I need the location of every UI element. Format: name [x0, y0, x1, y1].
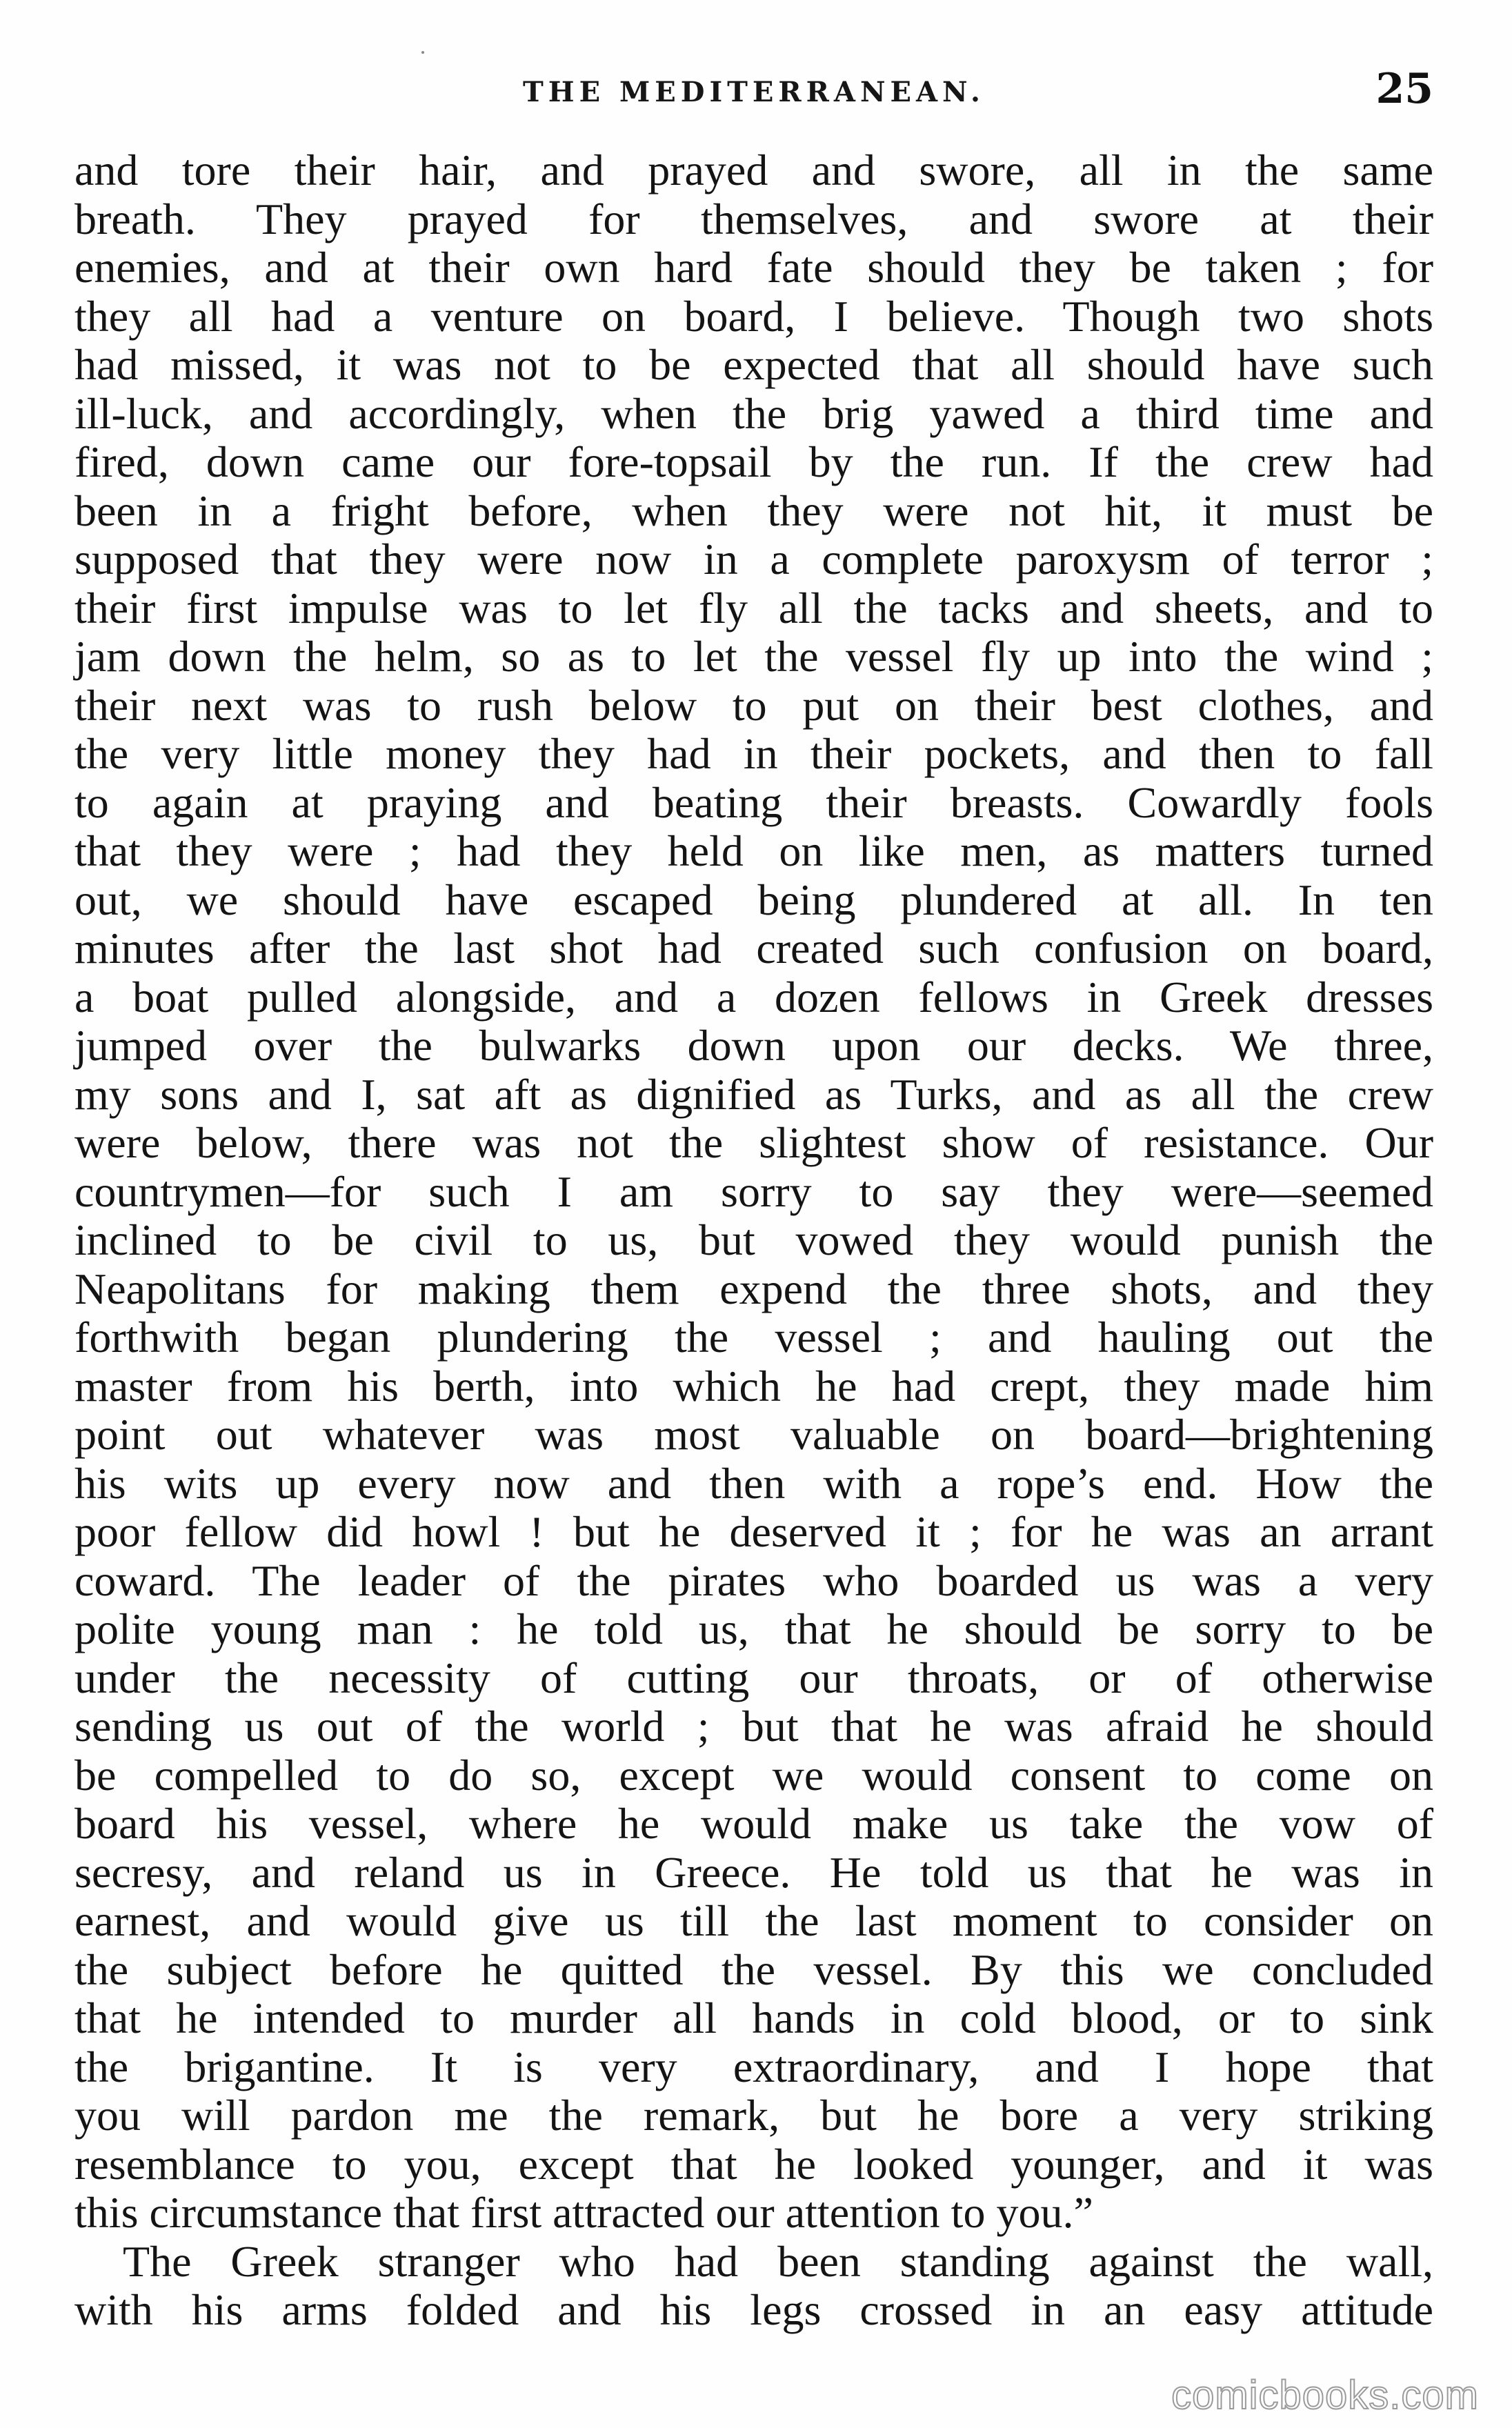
print-speck: [421, 51, 424, 54]
text-line: inclined to be civil to us, but vowed they would punish the: [74, 1215, 1433, 1264]
text-line: resemblance to you, except that he looked younger, and it was: [74, 2139, 1433, 2189]
text-line: had missed, it was not to be expected that all should have such: [74, 340, 1433, 389]
text-line: earnest, and would give us till the last moment to consider on: [74, 1896, 1433, 1945]
text-line: enemies, and at their own hard fate should they be taken ; for: [74, 243, 1433, 292]
text-line: the very little money they had in their pockets, and then to fall: [74, 729, 1433, 778]
paragraph-start-line: The Greek stranger who had been standing against the wall,: [123, 2236, 1433, 2286]
text-line: sending us out of the world ; but that he was afraid he should: [74, 1702, 1433, 1751]
text-line: their first impulse was to let fly all the tacks and sheets, and to: [74, 583, 1433, 633]
text-line: coward. The leader of the pirates who boarded us was a very: [74, 1555, 1433, 1605]
text-line: jam down the helm, so as to let the vessel fly up into the wind ;: [74, 632, 1433, 681]
text-line: countrymen—for such I am sorry to say they were—seemed: [74, 1166, 1433, 1216]
text-line: been in a fright before, when they were not hit, it must be: [74, 486, 1433, 535]
text-line: polite young man : he told us, that he should be sorry to be: [74, 1604, 1433, 1653]
text-line: out, we should have escaped being plundered at all. In ten: [74, 875, 1433, 924]
page-header: [74, 61, 1433, 123]
text-line: their next was to rush below to put on their best clothes, and: [74, 680, 1433, 730]
text-line: point out whatever was most valuable on board—brightening: [74, 1410, 1433, 1459]
text-line: his wits up every now and then with a rope’s end. How the: [74, 1458, 1433, 1508]
text-line: with his arms folded and his legs crossed in an easy attitude: [74, 2285, 1433, 2334]
text-line: board his vessel, where he would make us take the vow of: [74, 1799, 1433, 1848]
text-line: breath. They prayed for themselves, and swore at their: [74, 194, 1433, 243]
text-line: and tore their hair, and prayed and swore, all in the same: [74, 146, 1433, 195]
text-line: secresy, and reland us in Greece. He told us that he was in: [74, 1847, 1433, 1897]
text-line: that he intended to murder all hands in cold blood, or to sink: [74, 1993, 1433, 2042]
paragraph-end-line: this circumstance that first attracted our attention to you.”: [74, 2188, 1093, 2237]
text-line: Neapolitans for making them expend the three shots, and they: [74, 1264, 1433, 1313]
text-line: minutes after the last shot had created such confusion on board,: [74, 924, 1433, 973]
text-line: the brigantine. It is very extraordinary, and I hope that: [74, 2042, 1433, 2091]
text-line: master from his berth, into which he had crept, they made him: [74, 1361, 1433, 1411]
text-line: supposed that they were now in a complete paroxysm of terror ;: [74, 535, 1433, 584]
text-line: you will pardon me the remark, but he bore a very striking: [74, 2091, 1433, 2140]
text-line: to again at praying and beating their breasts. Cowardly fools: [74, 777, 1433, 827]
text-line: be compelled to do so, except we would consent to come on: [74, 1750, 1433, 1800]
text-line: fired, down came our fore-topsail by the run. If the crew had: [74, 437, 1433, 486]
text-line: a boat pulled alongside, and a dozen fellows in Greek dresses: [74, 972, 1433, 1022]
text-line: ill-luck, and accordingly, when the brig yawed a third time and: [74, 388, 1433, 438]
body-text: [74, 146, 1433, 2335]
text-line: were below, there was not the slightest show of resistance. Our: [74, 1118, 1433, 1167]
watermark: comicbooks.com: [1171, 2373, 1479, 2418]
text-line: the subject before he quitted the vessel. By this we concluded: [74, 1944, 1433, 1994]
text-line: forthwith began plundering the vessel ; and hauling out the: [74, 1313, 1433, 1362]
text-line: my sons and I, sat aft as dignified as Turks, and as all the crew: [74, 1069, 1433, 1119]
text-line: under the necessity of cutting our throats, or of otherwise: [74, 1653, 1433, 1702]
running-title: THE MEDITERRANEAN.: [523, 76, 985, 108]
text-line: jumped over the bulwarks down upon our decks. We three,: [74, 1021, 1433, 1070]
text-line: poor fellow did howl ! but he deserved it ; for he was an arrant: [74, 1507, 1433, 1556]
text-line: that they were ; had they held on like men, as matters turned: [74, 826, 1433, 875]
text-line: they all had a venture on board, I believe. Though two shots: [74, 291, 1433, 341]
page-number: 25: [1375, 65, 1433, 113]
